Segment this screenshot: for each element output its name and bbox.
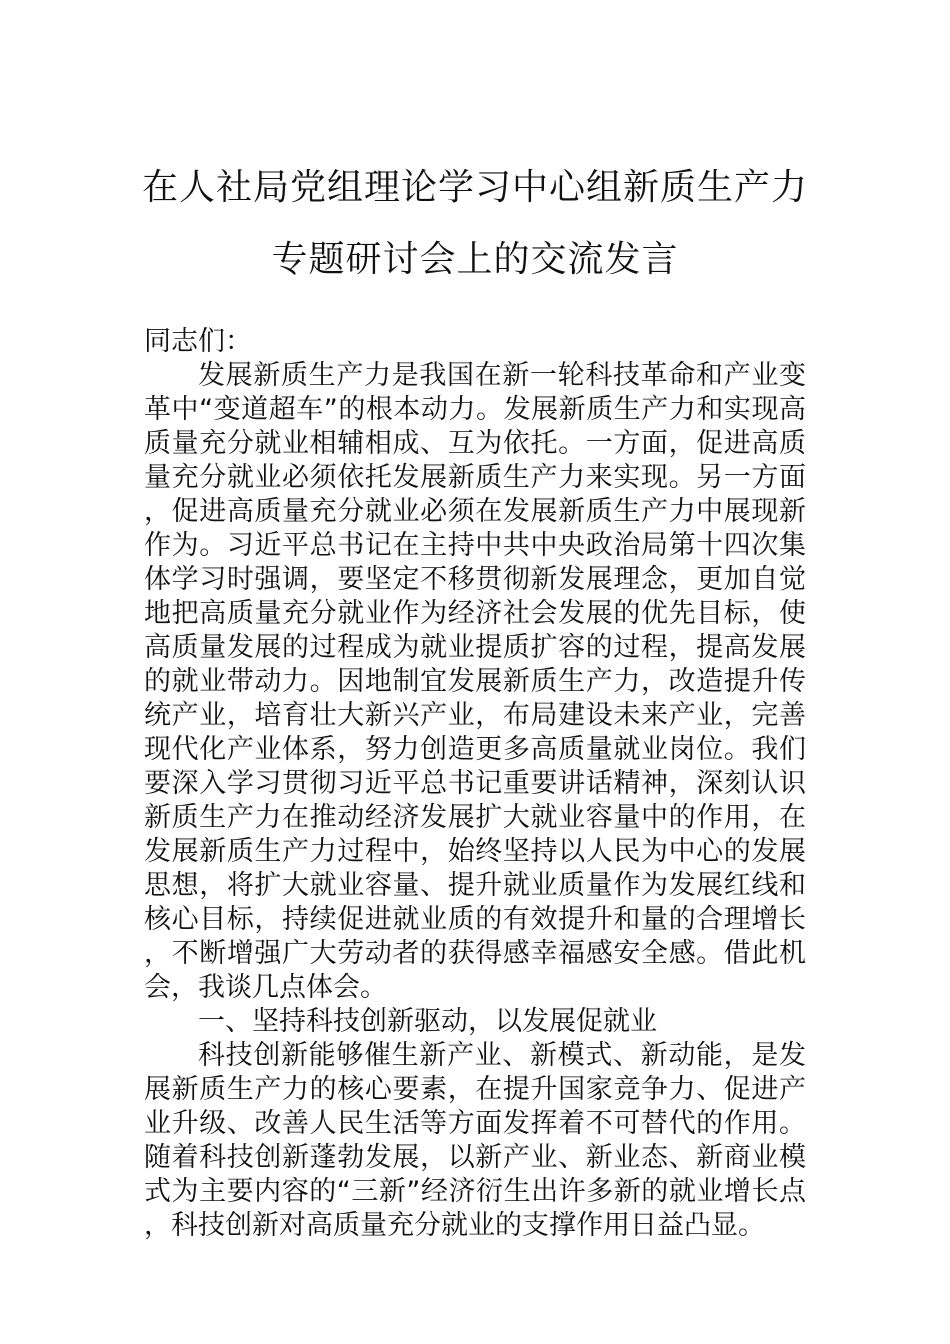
greeting: 同志们： [144, 326, 252, 357]
paragraph-2: 科技创新能够催生新产业、新模式、新动能，是发展新质生产力的核心要素，在提升国家竞争力、促进产业升级、改善人民生活等方面发挥着不可替代的作用。随着科技创新蓬勃发展，以新产业、新业态、新商业模式为主要内容的“三新”经济衍生出许多新的就业增长点，科技创新对高质量充分就业的支撑作用日益凸显。 [144, 1040, 806, 1241]
document-body [144, 325, 806, 1243]
document-title-line-2: 专题研讨会上的交流发言 [271, 239, 679, 280]
document-title-line-1: 在人社局党组理论学习中心组新质生产力 [141, 167, 808, 208]
section-heading-1: 一、坚持科技创新驱动，以发展促就业 [198, 1006, 657, 1037]
paragraph-1: 发展新质生产力是我国在新一轮科技革命和产业变革中“变道超车”的根本动力。发展新质生产力和实现高质量充分就业相辅相成、互为依托。一方面，促进高质量充分就业必须依托发展新质生产力来实现。另一方面，促进高质量充分就业必须在发展新质生产力中展现新作为。习近平总书记在主持中共中央政治局第十四次集体学习时强调，要坚定不移贯彻新发展理念，更加自觉地把高质量充分就业作为经济社会发展的优先目标，使高质量发展的过程成为就业提质扩容的过程，提高发展的就业带动力。因地制宜发展新质生产力，改造提升传统产业，培育壮大新兴产业，布局建设未来产业，完善现代化产业体系，努力创造更多高质量就业岗位。我们要深入学习贯彻习近平总书记重要讲话精神，深刻认识新质生产力在推动经济发展扩大就业容量中的作用，在发展新质生产力过程中，始终坚持以人民为中心的发展思想，将扩大就业容量、提升就业质量作为发展红线和核心目标，持续促进就业质的有效提升和量的合理增长，不断增强广大劳动者的获得感幸福感安全感。借此机会，我谈几点体会。 [144, 360, 806, 1003]
